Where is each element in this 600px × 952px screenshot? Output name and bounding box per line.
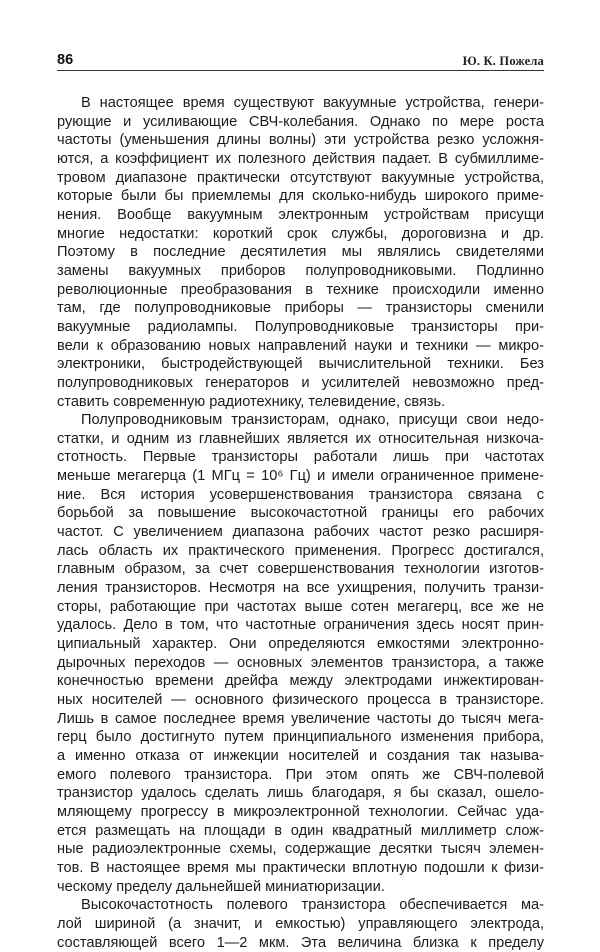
text-line: транзистор удалось сделать лишь благодаря, я бы сказал, ошело- (57, 785, 544, 802)
text-line: революционные преобразования в технике происходили именно (57, 281, 544, 298)
text-line: частот. С увеличением диапазона рабочих частот резко расширя- (57, 524, 544, 541)
text-line: ных носителей — основного физического процесса в транзисторе. (57, 692, 544, 708)
text-line: полупроводниковых генераторов и усилителей невозможно пред- (57, 374, 544, 391)
text-line: ется размещать на площади в один квадратный миллиметр слож- (57, 822, 544, 839)
text-line: статки, и одним из главнейших является их относительная низкоча- (57, 430, 544, 447)
text-line: вакуумные радиолампы. Полупроводниковые транзисторы при- (57, 318, 544, 335)
text-line: стотность. Первые транзисторы работали лишь при частотах (57, 449, 544, 466)
text-line: Лишь в самое последнее время увеличение частоты до тысяч мега- (57, 710, 544, 727)
text-line: многие недостатки: короткий срок службы, дороговизна и др. (57, 225, 544, 242)
text-line: конечностью времени дрейфа между электродами инжектирован- (57, 673, 544, 690)
text-line: ческому пределу дальнейшей миниатюризации. (57, 878, 385, 895)
text-line: замены вакуумных приборов полупроводниковыми. Подлинно (57, 262, 544, 279)
running-head-author: Ю. К. Пожела (462, 54, 544, 68)
text-line: ставить современную радиотехнику, телевидение, связь. (57, 393, 446, 410)
text-line: емого полевого транзистора. При этом опять же СВЧ-полевой (57, 766, 544, 783)
text-line: сторы, работающие при частотах выше сотен мегагерц, все же не (57, 598, 544, 615)
text-line: электроники, быстродействующей вычислительной техники. Без (57, 356, 544, 373)
text-line: мляющему прогрессу в микроэлектронной технологии. Сейчас уда- (57, 803, 544, 820)
text-line: нения. Вообще вакуумным электронным устройствам присущи (57, 206, 544, 223)
text-line: ние. Вся история усовершенствования транзистора связана с (57, 486, 544, 503)
text-line: тровом диапазоне практически отсутствуют вакуумные устройства, (57, 169, 544, 186)
text-line: Поэтому в последние десятилетия мы являлись свидетелями (57, 244, 544, 261)
page-header (57, 51, 544, 69)
text-line: В настоящее время существуют вакуумные устройства, генери- (81, 95, 544, 111)
text-line: ные радиоэлектронные схемы, содержащие десятки тысяч элемен- (57, 841, 544, 858)
text-line: частоты (уменьшения длины волны) эти устройства резко усложня- (57, 132, 544, 149)
text-line: а именно отказа от инжекции носителей и создания так называ- (57, 747, 544, 764)
text-line: рующие и усиливающие СВЧ-колебания. Однако по мере роста (57, 113, 544, 130)
text-line: Высокочастотность полевого транзистора обеспечивается ма- (81, 897, 544, 914)
text-line: тов. В настоящее время мы практически вплотную подошли к физи- (57, 859, 544, 876)
text-line: меньше мегагерца (1 МГц = 10⁶ Гц) и имели ограниченное примене- (57, 468, 544, 485)
text-line: там, где полупроводниковые приборы — транзисторы сменили (57, 300, 544, 317)
header-rule (57, 70, 544, 71)
text-line: ются, а коэффициент их полезного действия падает. В субмиллиме- (57, 150, 544, 167)
body-text (57, 94, 544, 952)
text-line: удалось. Дело в том, что частотные ограничения здесь носят прин- (57, 617, 544, 634)
text-line: вели к образованию новых направлений науки и техники — микро- (57, 337, 544, 354)
text-line: герц было достигнуто путем принципиального изменения прибора, (57, 729, 544, 746)
text-line: ления транзисторов. Несмотря на все ухищрения, получить транзи- (57, 580, 544, 597)
text-line: лась область их практического применения. Прогресс достигался, (57, 542, 544, 559)
text-line: которые были бы приемлемы для сколько-нибудь широкого приме- (57, 188, 544, 205)
page-number: 86 (57, 52, 74, 68)
text-line: ципиальный характер. Они определяются емкостями электронно- (57, 636, 544, 653)
text-line: главным образом, за счет совершенствования технологии изготов- (57, 561, 544, 578)
text-line: Полупроводниковым транзисторам, однако, присущи свои недо- (81, 412, 544, 429)
text-line: лой шириной (а значит, и емкостью) управляющего электрода, (57, 915, 544, 932)
text-line: составляющей всего 1—2 мкм. Эта величина близка к пределу (57, 934, 544, 951)
text-line: дырочных переходов — основных элементов транзистора, а также (57, 654, 544, 671)
text-line: борьбой за повышение высокочастотной границы его рабочих (57, 505, 544, 522)
